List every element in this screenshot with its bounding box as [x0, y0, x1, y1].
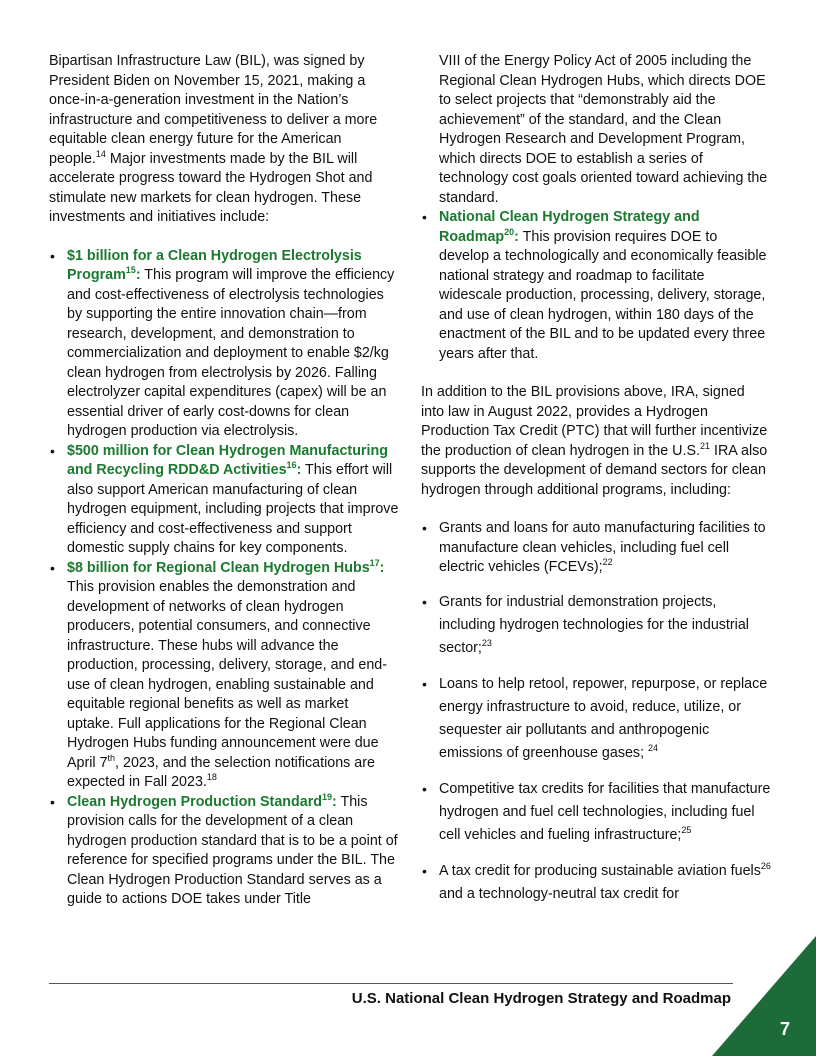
bil-investment-list — [49, 247, 399, 910]
list-item: • Grants and loans for auto manufacturing facilities to manufacture clean vehicles, including fuel cell electric vehicles (FCEVs);$^{22}$ — [421, 519, 771, 578]
list-item: • Loans to help retool, repower, repurpose, or replace energy infrastructure to avoid, reduce, utilize, or sequester air pollutants and anthropogenic emissions of greenhouse gases; $^{24}$ — [421, 673, 771, 765]
page-number: 7 — [779, 1019, 790, 1039]
right-column — [421, 52, 771, 919]
bil-intro-paragraph: Bipartisan Infrastructure Law (BIL), was signed by President Biden on November 15, 2021, making a once-in-a-generation investment in the Nation’s infrastructure and competitiveness to deliver a more equitable clean energy future for the American people.$^{14}$ Major investments made by the BIL will accelerate progress toward the Hydrogen Shot and stimulate new markets for clean hydrogen. These investments and initiatives include: — [49, 53, 378, 225]
hpstandard-continuation: VIII of the Energy Policy Act of 2005 including the Regional Clean Hydrogen Hubs, which directs DOE to select projects that “demonstrably aid the achievement” of the standard, and the Clean Hydrogen Research and Development Program, which directs DOE to establish a series of technology cost goals oriented toward achieving the standard. — [439, 53, 768, 206]
list-item: • Competitive tax credits for facilities that manufacture hydrogen and fuel cell technologies, including fuel cell vehicles and fueling infrastructure;$^{25}$ — [421, 778, 771, 847]
ira-intro-paragraph: In addition to the BIL provisions above, IRA, signed into law in August 2022, provides a Hydrogen Production Tax Credit (PTC) that will further incentivize the production of clean hydrogen in the U.S.$^{21}$ IRA also supports the development of demand sectors for clean hydrogen through additional programs, including: — [421, 384, 768, 498]
footer-title: U.S. National Clean Hydrogen Strategy and Roadmap — [351, 990, 731, 1007]
roadmap-list — [421, 208, 771, 364]
left-column — [49, 52, 399, 910]
footer-divider — [49, 983, 733, 984]
list-item: • $1 billion for a Clean Hydrogen Electrolysis Program$^{15}$: This program will improve the efficiency and cost-effectiveness of electrolysis technologies by supporting the entire innovation chain—from research, development, and demonstration to commercialization and deployment to enable $2/kg clean hydrogen from electrolysis by 2026. Falling electrolyzer capital expenditures (capex) will be an essential driver of early cost-downs for clean hydrogen production via electrolysis. — [49, 247, 399, 442]
corner-triangle — [712, 936, 816, 1056]
ira-program-list — [421, 519, 771, 906]
list-item: • A tax credit for producing sustainable aviation fuels$^{26}$ and a technology-neutral tax credit for — [421, 860, 771, 906]
list-item: • $500 million for Clean Hydrogen Manufacturing and Recycling RDD&D Activities$^{16}$: This effort will also support American manufacturing of clean hydrogen equipment, including projects that improve efficiency and cost-effectiveness and support domestic supply chains for key components. — [49, 442, 399, 559]
list-item: • Grants for industrial demonstration projects, including hydrogen technologies for the industrial sector;$^{23}$ — [421, 591, 771, 660]
list-item: • Clean Hydrogen Production Standard$^{19}$: This provision calls for the development of a clean hydrogen production standard that is to be a point of reference for specified programs under the BIL. The Clean Hydrogen Production Standard serves as a guide to actions DOE takes under Title — [49, 793, 399, 910]
list-item: • National Clean Hydrogen Strategy and Roadmap$^{20}$: This provision requires DOE to develop a technologically and economically feasible national strategy and roadmap to facilitate widescale production, processing, delivery, storage, and use of clean hydrogen, within 180 days of the enactment of the BIL and to be updated every three years after that. — [421, 208, 771, 364]
list-item: • $8 billion for Regional Clean Hydrogen Hubs$^{17}$: This provision enables the demonstration and development of networks of clean hydrogen producers, potential consumers, and connective infrastructure. These hubs will advance the production, processing, delivery, storage, and end-use of clean hydrogen, enabling sustainable and equitable regional benefits as well as market uptake. Full applications for the Regional Clean Hydrogen Hubs funding announcement were due April 7th, 2023, and the selection notifications are expected in Fall 2023.18 — [49, 559, 399, 793]
